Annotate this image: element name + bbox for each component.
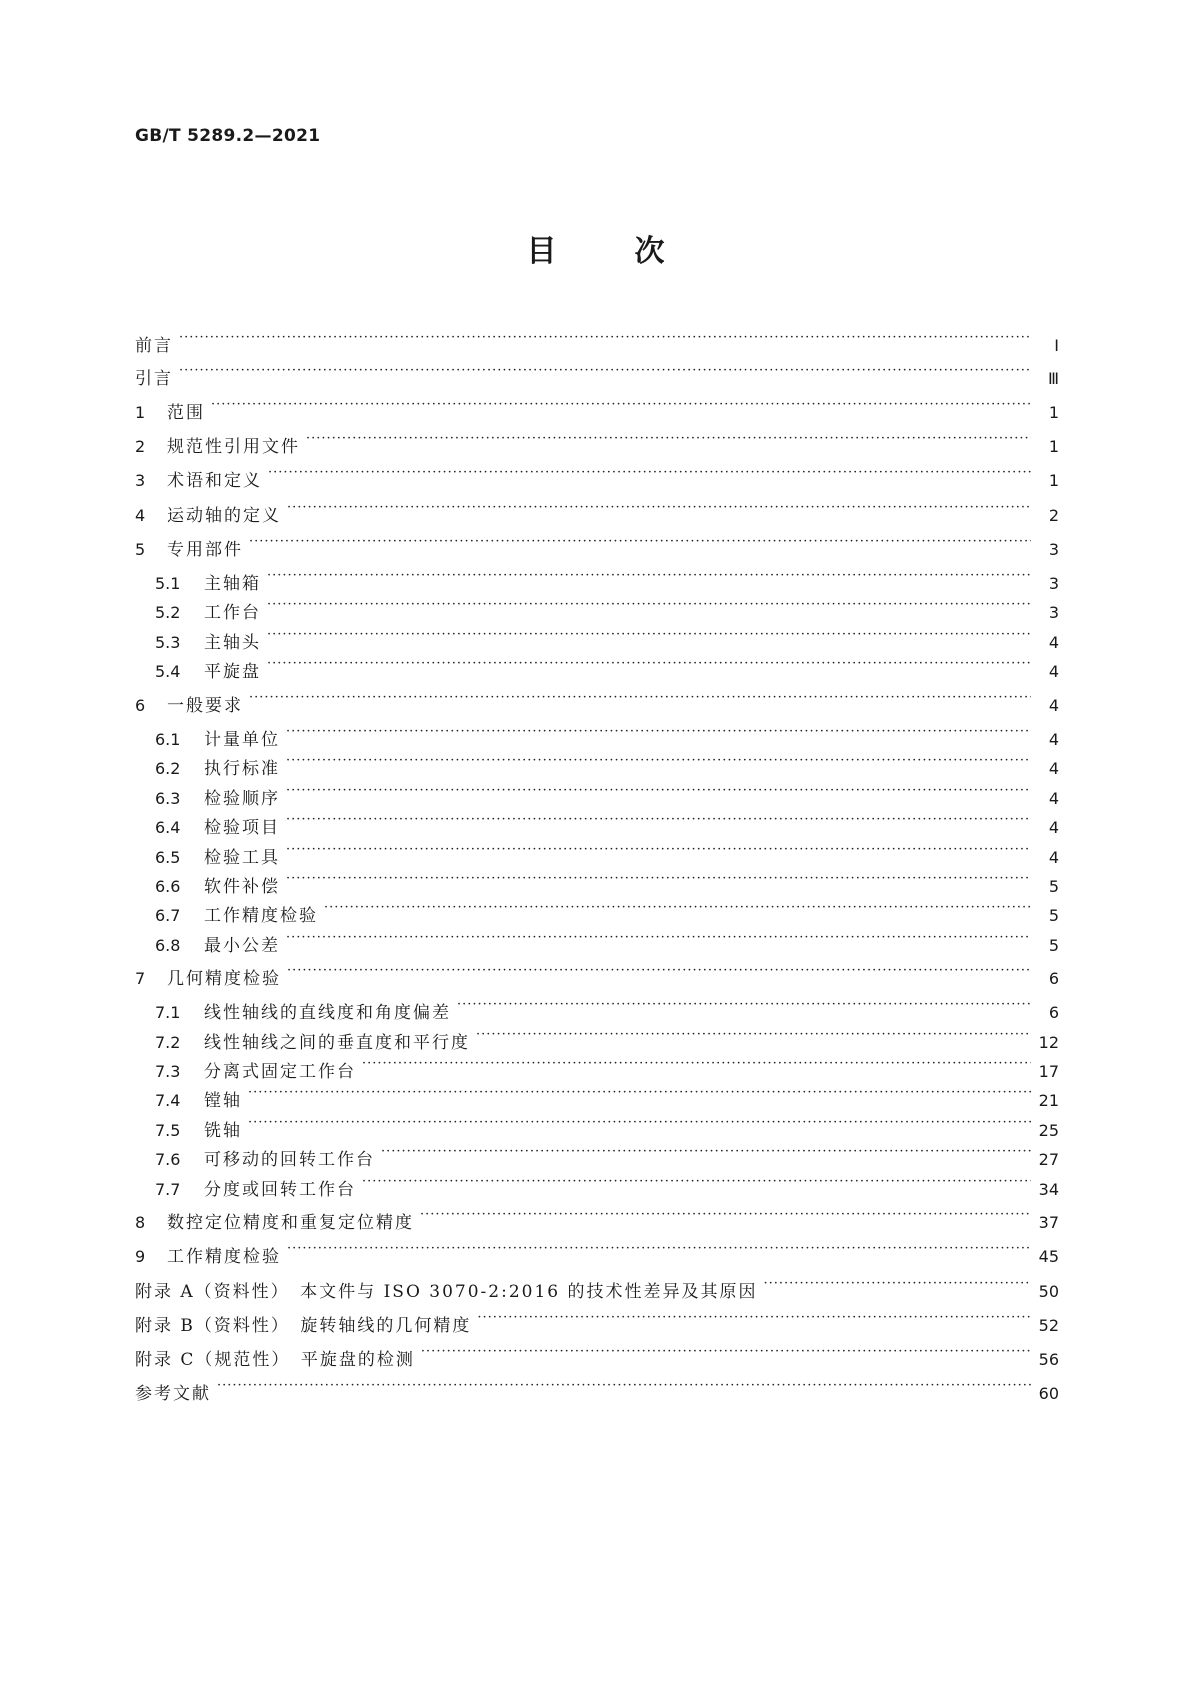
toc-entry[interactable] (135, 685, 1059, 716)
toc-entry-page: 4 (1048, 848, 1059, 867)
toc-entry-page: 52 (1038, 1316, 1059, 1335)
toc-entry-page: 3 (1048, 603, 1059, 622)
toc-entry[interactable] (135, 426, 1059, 457)
toc-leader-dots (286, 925, 1031, 951)
toc-entry[interactable] (155, 1139, 1059, 1170)
toc-entry[interactable] (135, 1236, 1059, 1267)
toc-entry-title: 附录 A（资料性） 本文件与 ISO 3070-2:2016 的技术性差异及其原因 (135, 1282, 758, 1302)
toc-entry-number: 3 (135, 471, 146, 490)
toc-entry[interactable] (135, 958, 1059, 989)
toc-entry-title: 执行标准 (204, 759, 280, 779)
toc-entry-number: 5 (135, 540, 146, 559)
toc-entry[interactable] (155, 622, 1059, 653)
toc-leader-dots (286, 866, 1031, 892)
toc-entry[interactable] (155, 866, 1059, 897)
toc-leader-dots (420, 1202, 1031, 1228)
toc-entry-page: 50 (1038, 1282, 1059, 1301)
toc-entry-number: 6.6 (155, 877, 181, 896)
toc-leader-dots (421, 1339, 1031, 1365)
toc-leader-dots (267, 622, 1031, 648)
toc-entry-title: 专用部件 (167, 540, 243, 560)
toc-entry-title: 最小公差 (204, 936, 280, 956)
toc-entry-page: 3 (1048, 540, 1059, 559)
toc-entry-page: 34 (1038, 1180, 1059, 1199)
toc-entry-title: 检验顺序 (204, 789, 280, 809)
toc-leader-dots (249, 529, 1031, 555)
toc-heading (0, 226, 1191, 270)
toc-entry-title: 一般要求 (167, 696, 243, 716)
toc-leader-dots (324, 895, 1031, 921)
toc-entry[interactable] (155, 1169, 1059, 1200)
toc-entry-title: 几何精度检验 (167, 969, 281, 989)
toc-leader-dots (268, 460, 1031, 486)
toc-entry-title: 检验工具 (204, 848, 280, 868)
toc-entry-number: 7.4 (155, 1091, 181, 1110)
toc-entry-number: 6.8 (155, 936, 181, 955)
toc-entry-page: 4 (1048, 633, 1059, 652)
toc-leader-dots (477, 1305, 1031, 1331)
toc-entry-number: 6.4 (155, 818, 181, 837)
toc-entry-page: 21 (1038, 1091, 1059, 1110)
toc-entry[interactable] (155, 837, 1059, 868)
toc-entry-title: 检验项目 (204, 818, 280, 838)
toc-entry-title: 计量单位 (204, 730, 280, 750)
toc-entry-title: 工作精度检验 (204, 906, 318, 926)
toc-entry[interactable] (155, 719, 1059, 750)
toc-entry-page: 5 (1048, 936, 1059, 955)
toc-entry[interactable] (135, 358, 1059, 389)
toc-entry[interactable] (135, 1271, 1059, 1302)
toc-entry[interactable] (155, 925, 1059, 956)
toc-entry-title: 主轴箱 (204, 574, 261, 594)
toc-entry-number: 6.2 (155, 759, 181, 778)
toc-entry-page: 37 (1038, 1213, 1059, 1232)
toc-leader-dots (286, 837, 1031, 863)
toc-entry-page: 5 (1048, 877, 1059, 896)
toc-entry[interactable] (135, 529, 1059, 560)
toc-leader-dots (287, 958, 1031, 984)
toc-entry-page: 25 (1038, 1121, 1059, 1140)
toc-entry-number: 6.3 (155, 789, 181, 808)
toc-leader-dots (248, 1110, 1031, 1136)
document-id: GB/T 5289.2—2021 (135, 126, 321, 146)
toc-entry-page: 4 (1048, 730, 1059, 749)
toc-entry-number: 5.1 (155, 574, 181, 593)
toc-leader-dots (267, 563, 1031, 589)
toc-entry-page: 60 (1038, 1384, 1059, 1403)
toc-leader-dots (267, 592, 1031, 618)
toc-leader-dots (306, 426, 1031, 452)
toc-entry-page: 3 (1048, 574, 1059, 593)
toc-entry[interactable] (155, 807, 1059, 838)
toc-entry-title: 主轴头 (204, 633, 261, 653)
toc-entry[interactable] (155, 895, 1059, 926)
toc-entry-page: 5 (1048, 906, 1059, 925)
toc-leader-dots (362, 1169, 1031, 1195)
toc-entry-page: 27 (1038, 1150, 1059, 1169)
toc-entry-page: 1 (1048, 471, 1059, 490)
toc-entry-page: 4 (1048, 818, 1059, 837)
toc-entry-number: 8 (135, 1213, 146, 1232)
toc-entry[interactable] (135, 325, 1059, 356)
toc-entry-number: 1 (135, 403, 146, 422)
toc-entry[interactable] (135, 1373, 1059, 1404)
toc-entry-title: 可移动的回转工作台 (204, 1150, 375, 1170)
toc-entry-page: 4 (1048, 696, 1059, 715)
toc-leader-dots (286, 807, 1031, 833)
toc-entry-title: 术语和定义 (167, 471, 262, 491)
toc-entry[interactable] (155, 651, 1059, 682)
toc-entry-number: 2 (135, 437, 146, 456)
toc-entry-page: 17 (1038, 1062, 1059, 1081)
toc-heading-char-2: 次 (634, 234, 665, 269)
toc-entry-title: 规范性引用文件 (167, 437, 300, 457)
toc-entry[interactable] (155, 1110, 1059, 1141)
toc-entry-number: 6 (135, 696, 146, 715)
toc-entry-title: 运动轴的定义 (167, 506, 281, 526)
toc-entry[interactable] (155, 992, 1059, 1023)
toc-leader-dots (248, 1080, 1031, 1106)
toc-entry-page: 6 (1048, 1003, 1059, 1022)
toc-entry-page: 2 (1048, 506, 1059, 525)
toc-entry-number: 7.3 (155, 1062, 181, 1081)
toc-entry[interactable] (155, 748, 1059, 779)
toc-leader-dots (286, 719, 1031, 745)
toc-entry-page: 4 (1048, 759, 1059, 778)
toc-entry-number: 5.4 (155, 662, 181, 681)
toc-entry[interactable] (135, 1202, 1059, 1233)
toc-leader-dots (287, 1236, 1031, 1262)
toc-entry-page: 45 (1038, 1247, 1059, 1266)
toc-leader-dots (179, 358, 1031, 384)
toc-entry-title: 引言 (135, 369, 173, 389)
toc-entry-number: 7.5 (155, 1121, 181, 1140)
toc-entry-title: 范围 (167, 403, 205, 423)
toc-entry-title: 参考文献 (135, 1384, 211, 1404)
toc-entry-page: 12 (1038, 1033, 1059, 1052)
toc-entry-title: 铣轴 (204, 1121, 242, 1141)
toc-leader-dots (381, 1139, 1031, 1165)
toc-leader-dots (476, 1022, 1031, 1048)
toc-entry[interactable] (135, 460, 1059, 491)
toc-entry-title: 工作精度检验 (167, 1247, 281, 1267)
toc-entry[interactable] (155, 1080, 1059, 1111)
toc-entry-number: 7.7 (155, 1180, 181, 1199)
toc-entry-page: Ⅰ (1054, 336, 1059, 355)
toc-leader-dots (286, 748, 1031, 774)
toc-entry-title: 线性轴线之间的垂直度和平行度 (204, 1033, 470, 1053)
toc-entry[interactable] (155, 1022, 1059, 1053)
toc-entry-number: 7.2 (155, 1033, 181, 1052)
toc-entry-number: 7 (135, 969, 146, 988)
toc-entry-title: 数控定位精度和重复定位精度 (167, 1213, 414, 1233)
toc-entry-number: 5.3 (155, 633, 181, 652)
toc-entry[interactable] (155, 1051, 1059, 1082)
toc-leader-dots (287, 495, 1031, 521)
toc-leader-dots (179, 325, 1031, 351)
toc-leader-dots (267, 651, 1031, 677)
toc-entry-number: 9 (135, 1247, 146, 1266)
toc-entry-number: 6.1 (155, 730, 181, 749)
toc-entry-title: 软件补偿 (204, 877, 280, 897)
toc-leader-dots (249, 685, 1031, 711)
toc-leader-dots (217, 1373, 1031, 1399)
toc-entry-title: 工作台 (204, 603, 261, 623)
toc-leader-dots (211, 392, 1031, 418)
toc-leader-dots (362, 1051, 1031, 1077)
toc-entry-page: 56 (1038, 1350, 1059, 1369)
toc-entry[interactable] (135, 392, 1059, 423)
toc-entry-page: Ⅲ (1047, 369, 1059, 388)
toc-entry[interactable] (135, 1339, 1059, 1370)
toc-entry-page: 4 (1048, 789, 1059, 808)
toc-entry-number: 7.6 (155, 1150, 181, 1169)
toc-entry-title: 前言 (135, 336, 173, 356)
toc-entry-title: 附录 C（规范性） 平旋盘的检测 (135, 1350, 415, 1370)
toc-entry[interactable] (135, 1305, 1059, 1336)
toc-entry[interactable] (155, 563, 1059, 594)
toc-entry-title: 分度或回转工作台 (204, 1180, 356, 1200)
toc-entry[interactable] (155, 778, 1059, 809)
toc-entry-page: 1 (1048, 403, 1059, 422)
toc-entry-title: 附录 B（资料性） 旋转轴线的几何精度 (135, 1316, 472, 1336)
toc-entry-page: 6 (1048, 969, 1059, 988)
toc-entry-title: 分离式固定工作台 (204, 1062, 356, 1082)
toc-entry-number: 4 (135, 506, 146, 525)
toc-entry-title: 镗轴 (204, 1091, 242, 1111)
toc-leader-dots (286, 778, 1031, 804)
toc-entry-title: 线性轴线的直线度和角度偏差 (204, 1003, 451, 1023)
toc-entry[interactable] (155, 592, 1059, 623)
toc-entry-number: 6.7 (155, 906, 181, 925)
toc-entry-number: 5.2 (155, 603, 181, 622)
toc-entry-number: 7.1 (155, 1003, 181, 1022)
toc-heading-char-1: 目 (526, 234, 557, 269)
toc-entry-title: 平旋盘 (204, 662, 261, 682)
toc-entry-page: 4 (1048, 662, 1059, 681)
toc-entry-number: 6.5 (155, 848, 181, 867)
toc-entry-page: 1 (1048, 437, 1059, 456)
toc-entry[interactable] (135, 495, 1059, 526)
toc-leader-dots (457, 992, 1031, 1018)
toc-leader-dots (764, 1271, 1031, 1297)
